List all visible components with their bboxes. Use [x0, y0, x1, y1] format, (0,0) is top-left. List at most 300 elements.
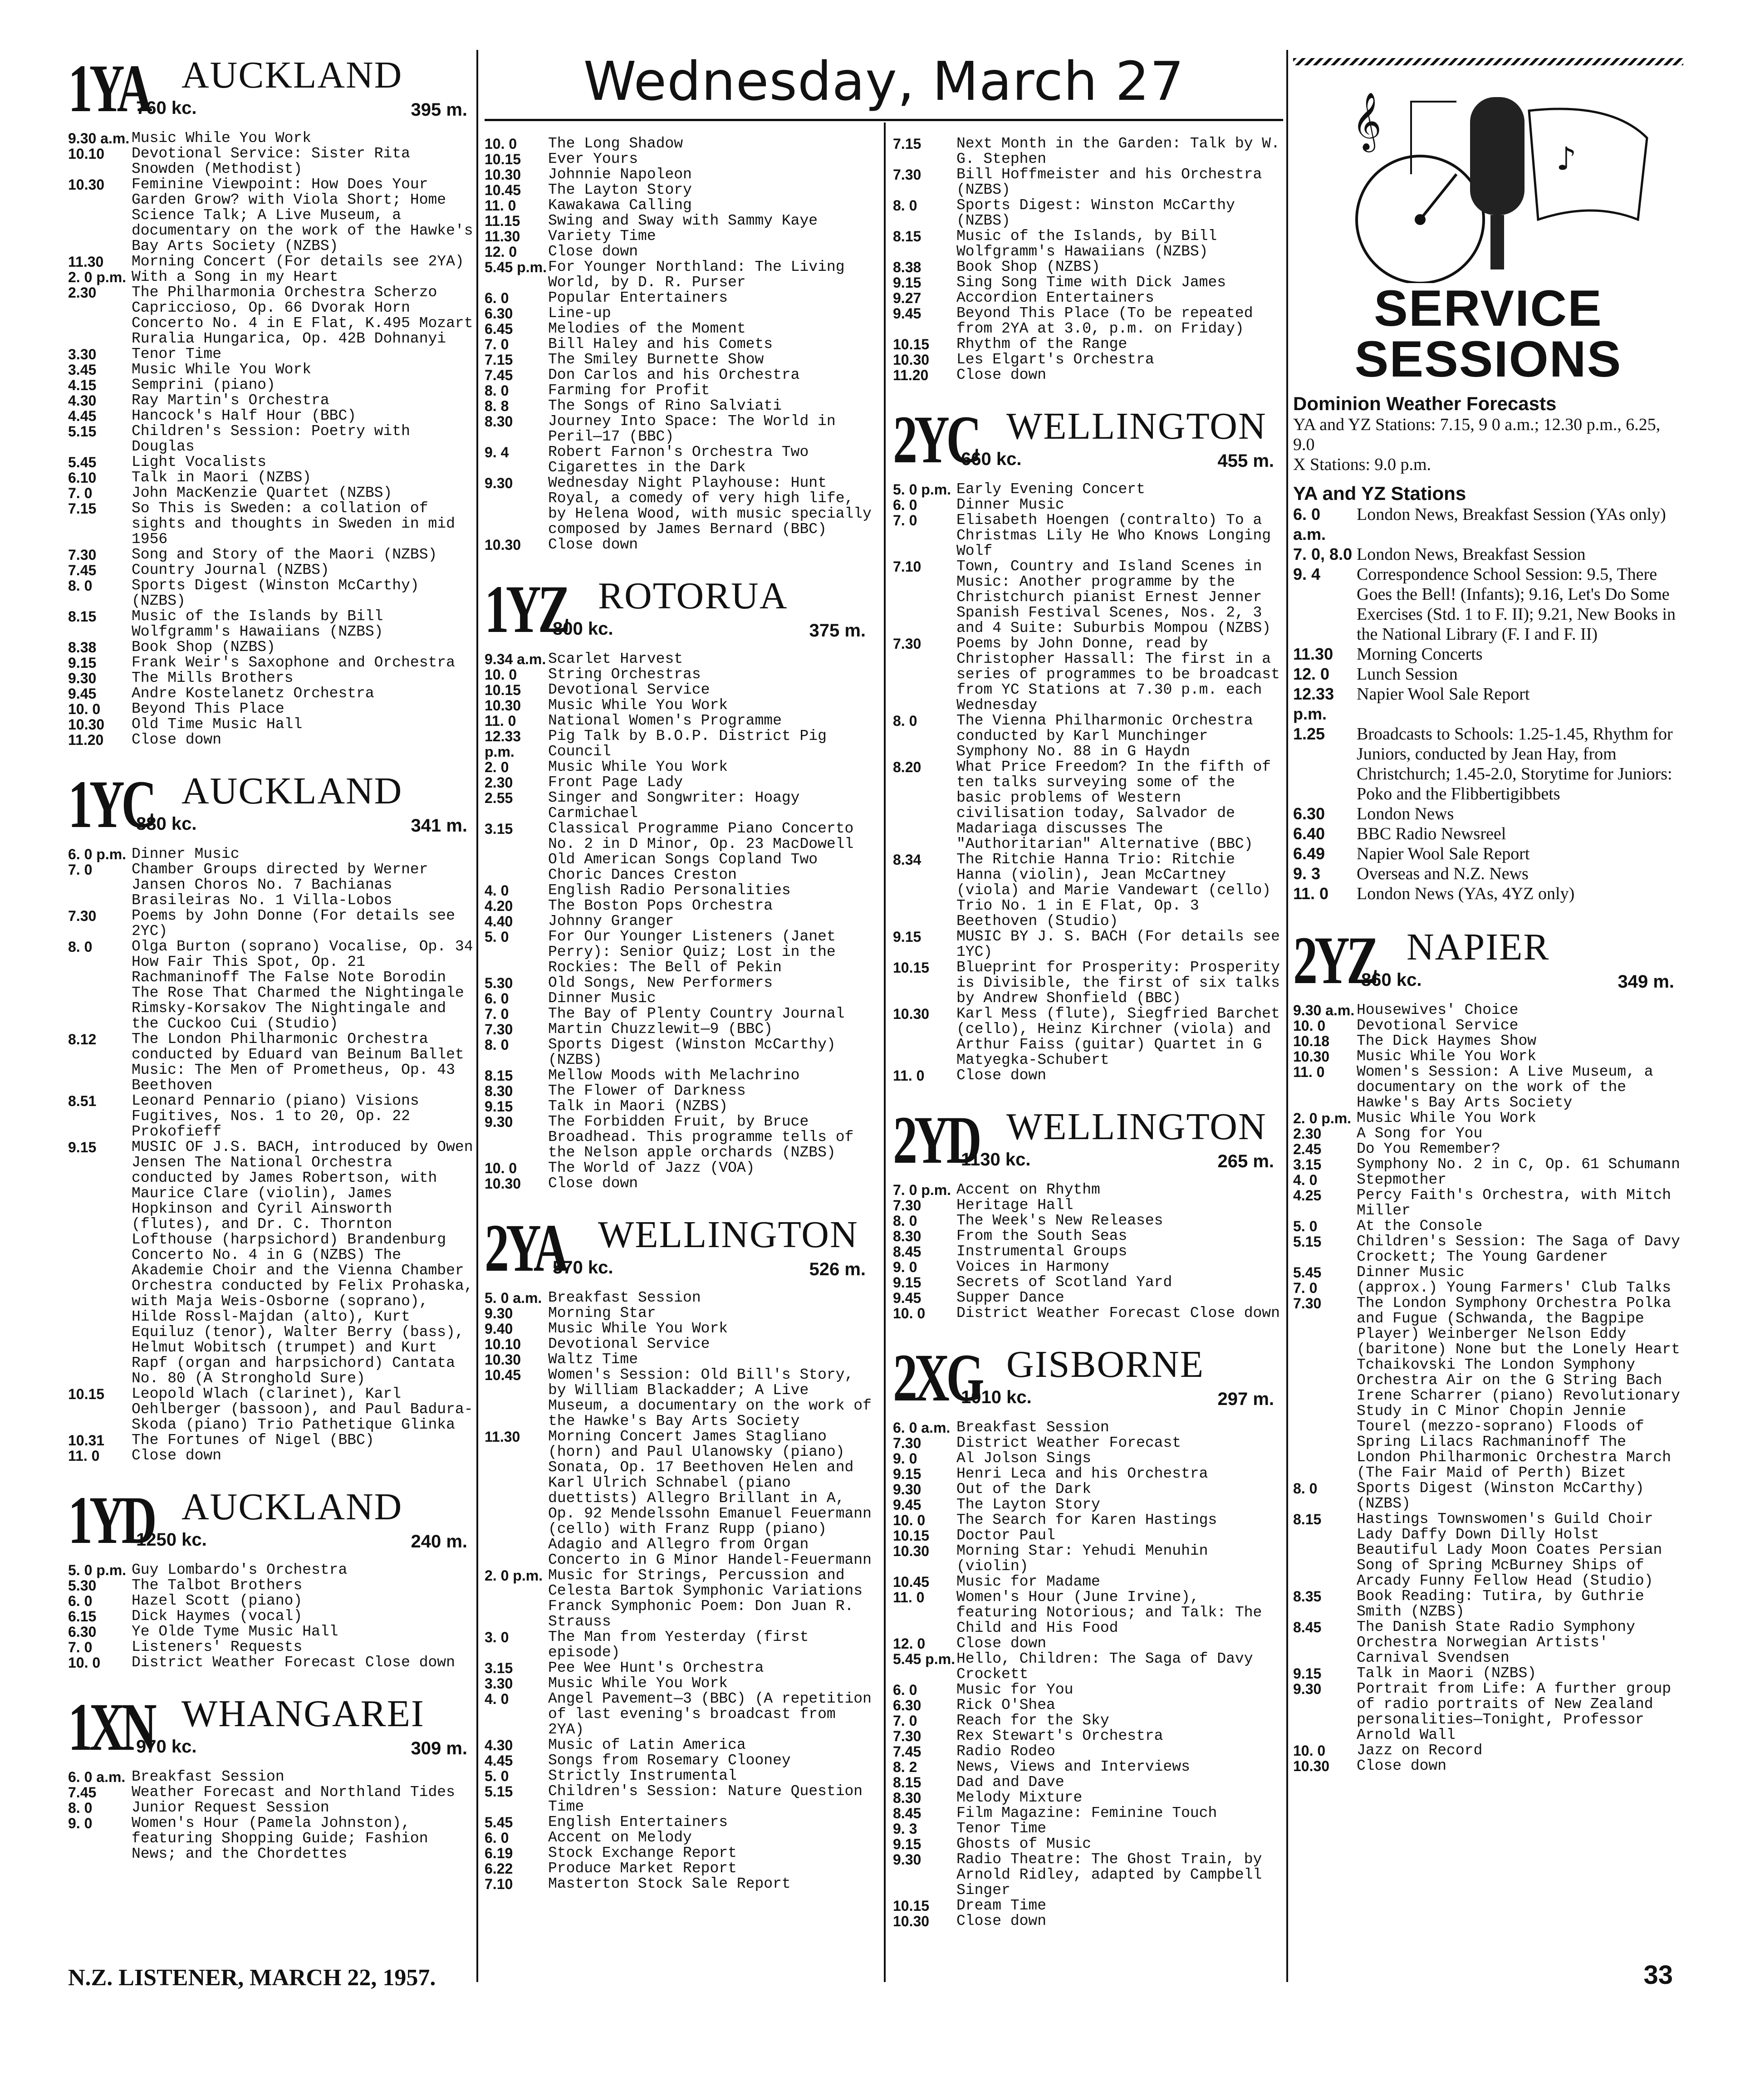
programme-time: 9.30	[68, 670, 97, 686]
programme-title: The Man from Yesterday (first episode)	[548, 1629, 809, 1661]
programme-time: 5. 0	[485, 929, 509, 945]
programme-row	[893, 1259, 1283, 1275]
programme-time: 9.40	[485, 1321, 513, 1337]
programme-time: 10.45	[485, 1367, 521, 1383]
programme-time: 11.30	[485, 1429, 520, 1445]
programme-title: BBC Radio Newsreel	[1357, 824, 1506, 843]
programme-time: 2. 0 p.m.	[68, 269, 127, 285]
programme-title: The London Symphony Orchestra Polka and Fugue (Schwanda, the Bagpipe Player) Weinberger Nelson Eddy (baritone) None but the Lonely Heart Tchaikovski The London Symphony Orchestra Air on the G String Bach Irene Scharrer (piano) Revolutionary Study in C Minor Chopin Jennie Tourel (mezzo-soprano) Floods of Spring Lilacs Rachmaninoff The London Philharmonic Orchestra March (The Fair Maid of Perth) Bizet	[1357, 1295, 1680, 1481]
programme-time: 7.45	[893, 1743, 922, 1760]
programme-title: District Weather Forecast Close down	[956, 1305, 1280, 1322]
programme-title: Children's Session: Poetry with Douglas	[132, 423, 410, 455]
column-divider	[476, 50, 478, 1982]
programme-row	[1293, 1157, 1683, 1172]
programme-time: 10.15	[485, 682, 521, 698]
frequency: 1250 kc.	[136, 1530, 207, 1550]
programme-row	[68, 408, 476, 424]
programme-title: Napier Wool Sale Report	[1357, 685, 1530, 704]
programme-title: Rick O'Shea	[956, 1697, 1055, 1713]
programme-row	[485, 914, 875, 929]
programme-row	[1293, 1234, 1683, 1265]
programme-title: London News (YAs, 4YZ only)	[1357, 884, 1575, 903]
frequency: 800 kc.	[553, 619, 613, 639]
programme-row	[1293, 1049, 1683, 1064]
programme-title: Sports Digest: Winston McCarthy (NZBS)	[956, 197, 1235, 229]
programme-time: 9.30 a.m.	[1293, 1002, 1355, 1018]
programme-time: 12. 0	[893, 1635, 926, 1652]
programme-row	[485, 136, 875, 152]
spacer	[68, 1670, 476, 1689]
programme-title: Broadcasts to Schools: 1.25-1.45, Rhythm for Juniors, conducted by Jean Hay, from Christchurch; 1.45-2.0, Storytime for Juniors: Poko and the Flibbertigibbets	[1357, 724, 1673, 803]
programme-row	[893, 306, 1283, 337]
programme-title: John MacKenzie Quartet (NZBS)	[132, 485, 392, 501]
programme-row	[893, 1306, 1283, 1321]
programme-row	[893, 1852, 1283, 1898]
station-city: AUCKLAND	[181, 54, 403, 96]
wavelength: 240 m.	[411, 1532, 467, 1552]
spacer	[893, 383, 1283, 401]
programme-row	[68, 609, 476, 640]
programme-title: Dream Time	[956, 1897, 1047, 1914]
programme-title: Dinner Music	[132, 846, 240, 862]
programme-time: 9. 0	[68, 1815, 93, 1831]
programme-title: Music While You Work	[548, 759, 728, 775]
programme-row	[893, 1229, 1283, 1244]
call-sign: 1YZ	[485, 572, 568, 647]
programme-title: Hazel Scott (piano)	[132, 1592, 303, 1609]
programme-title: Women's Session: A Live Museum, a documentary on the work of the Hawke's Bay Arts Society	[1357, 1063, 1653, 1111]
programme-title: Melody Mixture	[956, 1789, 1083, 1806]
spacer	[893, 1321, 1283, 1339]
programme-time: 10. 0	[1293, 1018, 1326, 1034]
programme-row	[485, 1083, 875, 1099]
programme-title: Old Time Music Hall	[132, 716, 303, 733]
programme-time: 10.30	[485, 537, 521, 553]
programme-row	[485, 367, 875, 383]
programme-title: The Week's New Releases	[956, 1212, 1163, 1229]
programme-title: Close down	[548, 536, 638, 553]
programme-row	[893, 1497, 1283, 1513]
programme-row	[1293, 824, 1683, 844]
programme-time: 11.30	[485, 228, 520, 245]
programme-title: Music of Latin America	[548, 1737, 746, 1753]
programme-row	[485, 1784, 875, 1815]
programme-time: 2.30	[68, 284, 97, 301]
programme-time: 5. 0 p.m.	[68, 1562, 127, 1578]
programme-title: Dinner Music	[956, 496, 1064, 513]
programme-time: 4. 0	[485, 882, 509, 899]
programme-time: 7. 0	[68, 1639, 93, 1655]
programme-row	[1293, 1111, 1683, 1126]
programme-title: Weather Forecast and Northland Tides	[132, 1784, 455, 1801]
programme-time: 9.30	[1293, 1681, 1322, 1697]
dominion-heading: Dominion Weather Forecasts	[1293, 393, 1557, 414]
programme-time: 9. 3	[1293, 864, 1321, 883]
programme-title: Devotional Service	[548, 1336, 710, 1352]
programme-time: 2.30	[485, 774, 513, 791]
programme-title: Film Magazine: Feminine Touch	[956, 1805, 1217, 1821]
programme-time: 9.30	[893, 1481, 922, 1498]
programme-row	[68, 717, 476, 732]
programme-title: Blueprint for Prosperity: Prosperity is Divisible, the first of six talks by Andrew Shonfield (BBC)	[956, 959, 1280, 1007]
programme-time: 12.33 p.m.	[485, 728, 521, 760]
programme-time: 10.30	[485, 1351, 521, 1368]
programme-time: 7.30	[893, 166, 922, 183]
programme-time: 3. 0	[485, 1629, 509, 1645]
programme-time: 10. 0	[68, 1655, 101, 1671]
programme-row	[485, 1429, 875, 1568]
programme-title: For Younger Northland: The Living World, by D. R. Purser	[548, 259, 845, 291]
programme-row	[68, 547, 476, 563]
programme-title: Dinner Music	[548, 990, 656, 1007]
programme-title: Pee Wee Hunt's Orchestra	[548, 1659, 764, 1676]
programme-row	[893, 367, 1283, 383]
programme-row	[68, 424, 476, 455]
programme-title: MUSIC BY J. S. BACH (For details see 1YC)	[956, 928, 1280, 960]
programme-time: 6. 0	[485, 1830, 509, 1846]
programme-row	[1293, 504, 1683, 544]
programme-title: Don Carlos and his Orchestra	[548, 367, 800, 383]
call-sign: 2YA	[485, 1210, 566, 1286]
programme-row	[1293, 1512, 1683, 1589]
programme-time: 6.40	[1293, 824, 1325, 843]
programme-time: 7.10	[893, 558, 922, 575]
programme-title: Instrumental Groups	[956, 1243, 1127, 1260]
programme-time: 9.15	[893, 929, 922, 945]
programme-title: London News, Breakfast Session	[1357, 545, 1586, 564]
programme-row	[893, 1775, 1283, 1790]
programme-title: Jazz on Record	[1357, 1742, 1483, 1759]
call-sign: 1XN	[68, 1689, 154, 1765]
call-sign: 2YZ	[1293, 923, 1376, 998]
programme-time: 10.18	[1293, 1033, 1330, 1049]
programme-title: Classical Programme Piano Concerto No. 2 in D Minor, Op. 23 MacDowell Old American Songs Copland Two Choric Dances Creston	[548, 820, 854, 883]
programme-title: Al Jolson Sings	[956, 1450, 1092, 1467]
programme-title: Radio Theatre: The Ghost Train, by Arnold Ridley, adapted by Campbell Singer	[956, 1851, 1262, 1899]
programme-title: Music While You Work	[132, 130, 312, 147]
programme-row	[893, 482, 1283, 497]
wavelength: 265 m.	[1217, 1151, 1274, 1171]
programme-row	[1293, 1018, 1683, 1033]
ya-yz-heading: YA and YZ Stations	[1293, 483, 1466, 504]
programme-row	[485, 259, 875, 290]
programme-title: The Bay of Plenty Country Journal	[548, 1005, 845, 1022]
ya-yz-times: YA and YZ Stations: 7.15, 9 0 a.m.; 12.30 p.m., 6.25, 9.0	[1293, 415, 1661, 454]
programme-row	[485, 1352, 875, 1367]
programme-title: Martin Chuzzlewit—9 (BBC)	[548, 1021, 773, 1038]
programme-title: Women's Hour (June Irvine), featuring Notorious; and Talk: The Child and His Food	[956, 1589, 1262, 1636]
programme-row	[893, 1290, 1283, 1306]
programme-title: The Boston Pops Orchestra	[548, 897, 773, 914]
programme-title: National Women's Programme	[548, 712, 782, 729]
programme-row	[68, 285, 476, 347]
programme-row	[485, 1321, 875, 1336]
programme-row	[68, 908, 476, 939]
programme-row	[893, 513, 1283, 559]
station-header	[485, 1210, 875, 1287]
programme-time: 9.30 a.m.	[68, 130, 130, 147]
programme-row	[893, 559, 1283, 636]
programme-row	[893, 1713, 1283, 1728]
programme-time: 7.15	[485, 352, 513, 368]
programme-row	[485, 1099, 875, 1114]
station-2xg	[893, 1340, 1283, 1929]
programme-row	[485, 1660, 875, 1676]
programme-title: Radio Rodeo	[956, 1743, 1055, 1760]
programme-time: 11. 0	[1293, 884, 1329, 903]
programme-title: Music for You	[956, 1681, 1074, 1698]
programme-row	[893, 1682, 1283, 1698]
programme-time: 7.45	[485, 367, 513, 383]
programme-time: 9.30	[485, 475, 513, 491]
programme-time: 8.34	[893, 852, 922, 868]
programme-time: 8. 0	[68, 1800, 93, 1816]
programme-time: 8.20	[893, 759, 922, 775]
programme-time: 6.30	[1293, 804, 1325, 823]
programme-time: 4.20	[485, 898, 513, 914]
programme-title: Henri Leca and his Orchestra	[956, 1465, 1208, 1482]
programme-row	[68, 1800, 476, 1816]
programme-time: 9. 0	[893, 1450, 917, 1467]
programme-row	[485, 1630, 875, 1660]
programme-row	[893, 1198, 1283, 1213]
programme-title: Hastings Townswomen's Guild Choir Lady Daffy Down Dilly Holst Beautiful Lady Moon Coates Persian Song of Spring McBurney Ships of Arcady Funny Fellow Head (Studio)	[1357, 1511, 1662, 1589]
programme-title: Children's Session: The Saga of Davy Crockett; The Young Gardener	[1357, 1233, 1680, 1265]
column-4	[1293, 50, 1683, 1774]
spacer	[485, 1191, 875, 1209]
programme-time: 6. 0	[893, 497, 917, 513]
programme-time: 5.15	[68, 423, 97, 440]
programme-time: 2. 0 p.m.	[1293, 1110, 1352, 1126]
programme-row	[893, 1651, 1283, 1682]
wavelength: 309 m.	[411, 1738, 467, 1758]
programme-row	[893, 352, 1283, 367]
programme-row	[485, 713, 875, 729]
programme-row	[68, 1785, 476, 1800]
programme-title: Poems by John Donne (For details see 2YC)	[132, 907, 455, 940]
programme-title: Ghosts of Music	[956, 1836, 1092, 1852]
programme-time: 7.15	[68, 500, 97, 517]
programme-row	[893, 1744, 1283, 1759]
programme-time: 8. 0	[485, 1037, 509, 1053]
programme-row	[485, 1290, 875, 1306]
programme-title: Songs from Rosemary Clooney	[548, 1752, 791, 1769]
programme-time: 6.30	[893, 1697, 922, 1713]
programme-title: Lunch Session	[1357, 665, 1458, 684]
frequency: 570 kc.	[553, 1258, 613, 1278]
programme-time: 11. 0	[893, 1067, 925, 1084]
programme-title: Bill Haley and his Comets	[548, 336, 773, 352]
programme-time: 9.34 a.m.	[485, 651, 546, 667]
station-header	[68, 51, 476, 127]
programme-row	[485, 729, 875, 759]
programme-time: 7. 0, 8.0	[1293, 545, 1353, 563]
programme-time: 10.30	[893, 1006, 930, 1022]
programme-title: Book Reading: Tutira, by Guthrie Smith (NZBS)	[1357, 1588, 1644, 1620]
wavelength: 526 m.	[809, 1259, 866, 1279]
programme-time: 4.15	[68, 377, 97, 393]
programme-title: From the South Seas	[956, 1228, 1127, 1244]
programme-time: 9. 3	[893, 1821, 917, 1837]
programme-time: 5.45 p.m.	[893, 1651, 955, 1667]
column-1	[68, 50, 476, 1862]
programme-row	[893, 1790, 1283, 1806]
programme-time: 9.15	[893, 274, 922, 291]
programme-title: Heritage Hall	[956, 1197, 1074, 1214]
programme-time: 9.27	[893, 290, 922, 306]
programme-title: Close down	[956, 367, 1047, 383]
programme-title: Morning Star	[548, 1305, 656, 1322]
programme-title: Morning Star: Yehudi Menuhin (violin)	[956, 1542, 1208, 1575]
programme-time: 8.30	[893, 1228, 922, 1244]
call-sign: 1YA	[68, 51, 149, 126]
programme-row	[485, 667, 875, 682]
programme-time: 9.15	[485, 1098, 513, 1115]
programme-time: 4.30	[68, 392, 97, 409]
programme-time: 8. 2	[893, 1759, 917, 1775]
column-divider	[1286, 50, 1288, 1982]
programme-row	[485, 883, 875, 898]
programme-title: Rex Stewart's Orchestra	[956, 1728, 1163, 1744]
programme-row	[68, 393, 476, 408]
programme-row	[1293, 1003, 1683, 1018]
programme-time: 11. 0	[1293, 1064, 1325, 1080]
programme-title: Next Month in the Garden: Talk by W. G. Stephen	[956, 135, 1280, 167]
programme-title: So This is Sweden: a collation of sights and thoughts in Sweden in mid 1956	[132, 500, 455, 548]
programme-title: Light Vocalists	[132, 454, 267, 470]
programme-title: Music While You Work	[1357, 1048, 1537, 1065]
footer-publication: N.Z. LISTENER, MARCH 22, 1957.	[68, 1965, 436, 1991]
programme-row	[68, 578, 476, 609]
programme-time: 5. 0 p.m.	[893, 481, 951, 498]
programme-row	[68, 1624, 476, 1640]
programme-row	[893, 1482, 1283, 1497]
programme-row	[893, 497, 1283, 513]
programme-time: 4.45	[68, 408, 97, 424]
programme-row	[68, 1562, 476, 1578]
programme-time: 6. 0 p.m.	[68, 846, 127, 862]
service-list	[1293, 504, 1683, 904]
programme-title: Dick Haymes (vocal)	[132, 1608, 303, 1625]
programme-row	[1293, 1188, 1683, 1219]
programme-time: 2.45	[1293, 1141, 1322, 1157]
programme-row	[485, 975, 875, 991]
programme-title: Close down	[132, 731, 222, 748]
programme-title: Music While You Work	[548, 697, 728, 714]
programme-row	[893, 929, 1283, 960]
programme-time: 12. 0	[1293, 665, 1330, 683]
programme-time: 5. 0 a.m.	[485, 1290, 542, 1306]
call-sign: 1YC	[68, 767, 154, 842]
programme-title: Do You Remember?	[1357, 1141, 1500, 1157]
programme-title: The Mills Brothers	[132, 670, 294, 686]
programme-title: The Vienna Philharmonic Orchestra conducted by Karl Munchinger Symphony No. 88 in G Haydn	[956, 712, 1253, 760]
programme-title: Front Page Lady	[548, 774, 683, 791]
programme-row	[485, 229, 875, 244]
programme-title: Percy Faith's Orchestra, with Mitch Miller	[1357, 1187, 1672, 1219]
programme-title: Devotional Service: Sister Rita Snowden (Methodist)	[132, 145, 410, 177]
programme-row	[485, 1738, 875, 1753]
programme-time: 5.15	[1293, 1234, 1322, 1250]
column-3	[893, 136, 1283, 1929]
programme-title: Farming for Profit	[548, 382, 710, 399]
programme-time: 10.30	[68, 176, 105, 193]
programme-row	[893, 1213, 1283, 1229]
programme-title: For Our Younger Listeners (Janet Perry): Senior Quiz; Lost in the Rockies: The Bell of Pekin	[548, 928, 836, 976]
programme-time: 9.15	[68, 1139, 97, 1155]
programme-row	[1293, 1141, 1683, 1157]
programme-title: Melodies of the Moment	[548, 320, 746, 337]
programme-row	[893, 167, 1283, 198]
call-sign: 2YC	[893, 402, 979, 477]
programme-row	[893, 636, 1283, 713]
programme-time: 10.30	[485, 1175, 521, 1192]
programme-title: Olga Burton (soprano) Vocalise, Op. 34 How Fair This Spot, Op. 21 Rachmaninoff The False Note Borodin The Rose That Charmed the Nightingale Rimsky-Korsakov The Nightingale and the Cuckoo Cui (Studio)	[132, 938, 473, 1032]
programme-title: With a Song in my Heart	[132, 269, 338, 285]
programme-time: 8. 0	[1293, 1480, 1318, 1497]
programme-title: Talk in Maori (NZBS)	[548, 1098, 728, 1115]
programme-row	[1293, 1280, 1683, 1296]
programme-time: 8.15	[1293, 1511, 1322, 1527]
programme-row	[68, 470, 476, 485]
programme-row	[68, 1386, 476, 1433]
programme-row	[485, 1876, 875, 1892]
programme-time: 6. 0	[68, 1593, 93, 1609]
programme-title: Pig Talk by B.O.P. District Pig Council	[548, 728, 827, 760]
programme-time: 7.30	[893, 1728, 922, 1744]
programme-row	[68, 732, 476, 748]
programme-title: Music of the Islands by Bill Wolfgramm's Hawaiians (NZBS)	[132, 608, 383, 640]
programme-row	[68, 1433, 476, 1448]
programme-row	[485, 929, 875, 975]
programme-time: 4.45	[485, 1752, 513, 1769]
programme-row	[68, 1448, 476, 1464]
programme-title: Robert Farnon's Orchestra Two Cigarettes in the Dark	[548, 444, 809, 476]
station-1yd	[68, 1483, 476, 1671]
programme-title: Music While You Work	[548, 1675, 728, 1692]
programme-row	[68, 347, 476, 362]
programme-time: 12.33 p.m.	[1293, 685, 1334, 723]
programme-row	[68, 655, 476, 671]
programme-time: 3.45	[68, 362, 97, 378]
programme-title: London News	[1357, 804, 1454, 823]
programme-row	[485, 306, 875, 321]
programme-title: Town, Country and Island Scenes in Music: Another programme by the Christchurch pianist Ernest Jenner Spanish Festival Scenes, Nos. 2, 3 and 4 Suite: Suburbis Mompou (NZBS)	[956, 558, 1271, 636]
microphone-icon	[1320, 83, 1683, 283]
programme-row	[485, 1022, 875, 1037]
programme-title: Rhythm of the Range	[956, 336, 1127, 352]
programme-title: Stepmother	[1357, 1171, 1447, 1188]
programme-title: Sports Digest (Winston McCarthy) (NZBS)	[132, 577, 419, 609]
programme-time: 10.31	[68, 1432, 105, 1449]
call-sign: 1YD	[68, 1483, 154, 1558]
programme-title: Andre Kostelanetz Orchestra	[132, 685, 374, 702]
programme-row	[1293, 1033, 1683, 1049]
frequency: 860 kc.	[1361, 970, 1422, 990]
programme-time: 7. 0	[485, 336, 509, 352]
programme-row	[1293, 664, 1683, 684]
programme-row	[68, 177, 476, 254]
programme-title: Music While You Work	[548, 1320, 728, 1337]
programme-title: English Entertainers	[548, 1814, 728, 1831]
programme-row	[68, 1032, 476, 1093]
programme-row	[893, 1275, 1283, 1290]
programme-row	[893, 1759, 1283, 1775]
programme-time: 7.15	[893, 136, 922, 152]
programme-row	[68, 269, 476, 285]
programme-title: English Radio Personalities	[548, 882, 791, 899]
programme-row	[68, 1578, 476, 1593]
